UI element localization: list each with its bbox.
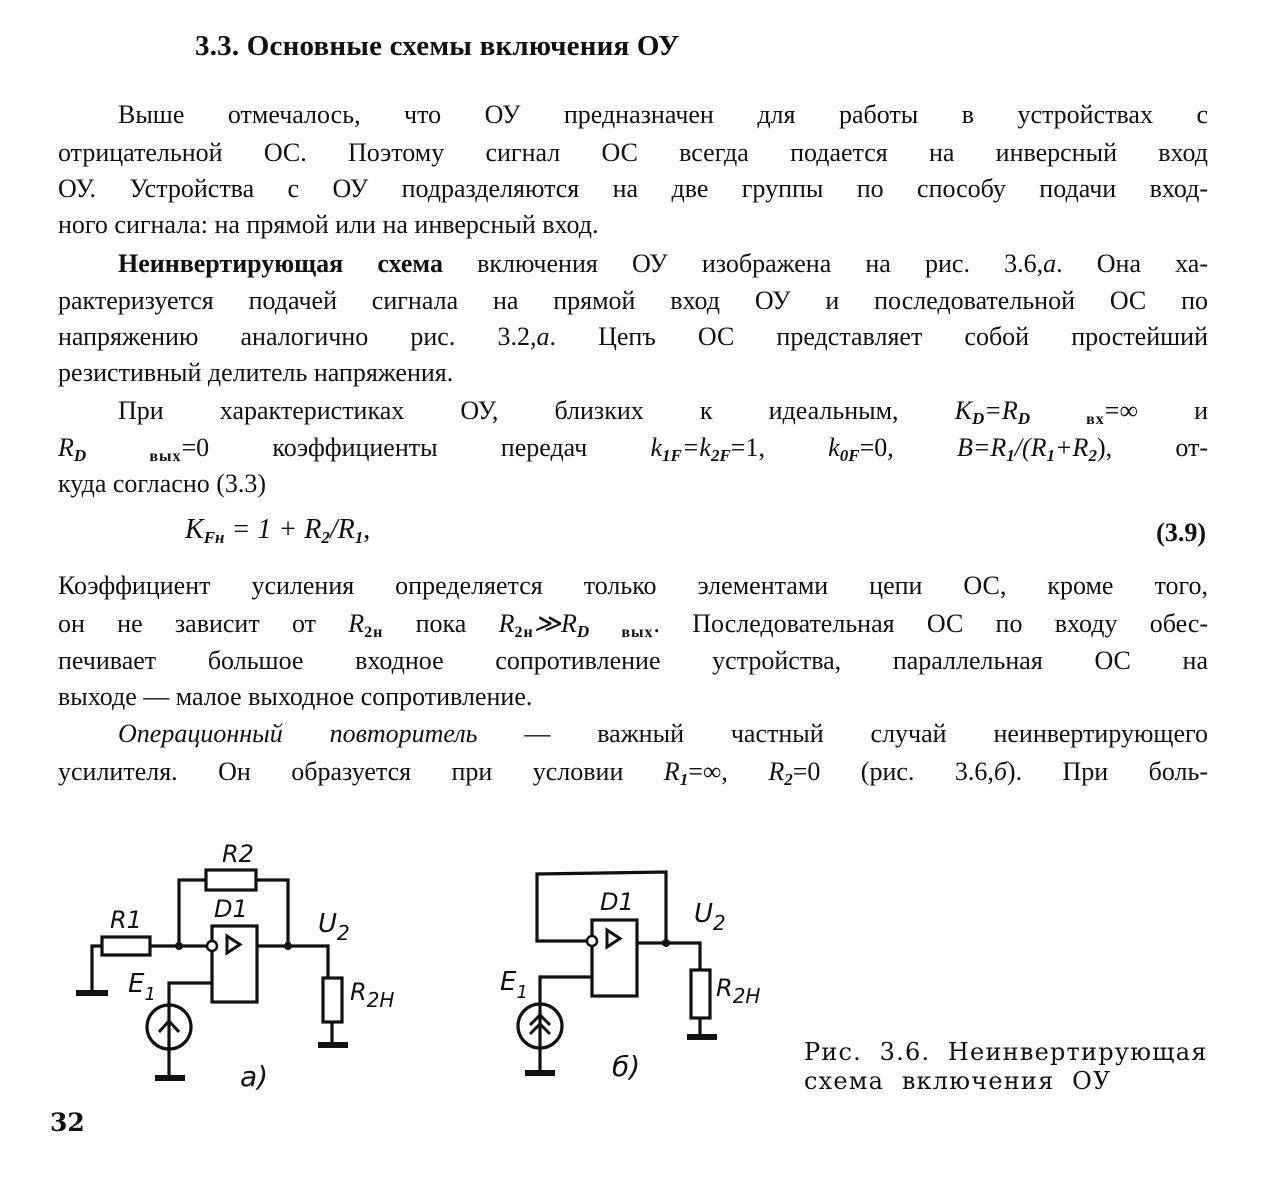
- double-arrow-up-icon: [530, 1015, 550, 1025]
- text: он не зависит от: [58, 609, 316, 638]
- text: — важный частный случай неинвертирующего: [477, 719, 1208, 748]
- inverting-input-circle: [587, 936, 597, 946]
- circuit-b: [500, 872, 760, 1083]
- text: и: [1194, 396, 1209, 425]
- opamp-d1: [592, 920, 637, 996]
- formula-R2n-gg-RDout: $R2н≫R_D$ вых: [498, 609, 654, 641]
- voltage-source-e1: [518, 1004, 562, 1048]
- paragraph-3-line-3: куда согласно (3.3): [58, 469, 267, 498]
- figure-caption: [804, 1038, 1208, 1096]
- paragraph-1-line-2: отрицательной ОС. Поэтому сигнал ОС всегда подается на инверсный вход: [58, 138, 1208, 167]
- wire-feedback-out: [256, 880, 288, 946]
- paragraph-1-line-4: ного сигнала: на прямой или на инверсный вход.: [58, 210, 599, 239]
- paragraph-2-line-4: резистивный делитель напряжения.: [58, 358, 454, 387]
- figure-caption-line-2: схема включения ОУ: [804, 1067, 1112, 1095]
- text: усилителя. Он образуется при условии: [58, 757, 624, 786]
- resistor-r2h: [691, 970, 710, 1018]
- figure-caption-line-1: Рис. 3.6. Неинвертирующая: [804, 1038, 1208, 1066]
- label-d1: D1: [600, 888, 634, 916]
- paragraph-2-line-3: [58, 319, 1208, 355]
- circuit-a: [76, 840, 394, 1093]
- arrow-up-icon: [159, 1021, 179, 1032]
- voltage-source-e1: [147, 1005, 191, 1049]
- section-title: Основные схемы включения ОУ: [246, 30, 680, 62]
- paragraph-5-line-2: [58, 754, 1208, 798]
- term-op-follower: Операционный повторитель: [118, 719, 478, 748]
- page-number: 32: [50, 1108, 85, 1137]
- subfigure-label-b: б): [612, 1050, 641, 1083]
- text: . Последовательная ОС по входу обес-: [653, 609, 1209, 638]
- double-arrow-up-icon: [530, 1024, 550, 1034]
- inverting-input-circle: [207, 941, 217, 951]
- wire-output: [637, 943, 700, 970]
- opamp-triangle-icon: [227, 936, 240, 953]
- wire-output: [257, 946, 328, 978]
- text: включения ОУ изображена на рис. 3.6,: [442, 249, 1044, 278]
- section-number: 3.3.: [195, 30, 240, 62]
- text: При характеристиках ОУ, близких к идеальным,: [118, 396, 899, 425]
- formula-R2n: R2н: [348, 609, 384, 641]
- subfigure-label-a: а): [240, 1060, 269, 1093]
- resistor-r2: [206, 870, 256, 890]
- text: . Цепъ ОС представляет собой простейший: [549, 322, 1208, 351]
- formula-KD: $K_D=R_D$ вх=∞: [954, 396, 1138, 428]
- opamp-triangle-icon: [607, 930, 620, 947]
- label-e1: $E_1$: [128, 969, 156, 1005]
- formula-k1F: $k_{1F}=k_{2F}=1$,: [650, 433, 765, 465]
- paragraph-4-line-4: выходе — малое выходное сопротивление.: [58, 682, 533, 711]
- label-r2h: $R_{2H}$: [716, 974, 761, 1008]
- wire-e1: [169, 983, 212, 1078]
- term-noninverting-circuit: Неинвертирующая схема: [118, 249, 443, 278]
- text: от-: [1175, 433, 1209, 462]
- paragraph-1-line-3: ОУ. Устройства с ОУ подразделяются на две группы по способу подачи вход-: [58, 174, 1208, 203]
- formula-k0F: $k_{0F}=0$,: [828, 433, 894, 465]
- wire-feedback: [179, 880, 206, 946]
- paragraph-2-line-2: рактеризуется подачей сигнала на прямой вход ОУ и последовательной ОС по: [58, 286, 1208, 315]
- paragraph-4-line-1: Коэффициент усиления определяется только элементами цепи ОС, кроме того,: [58, 571, 1208, 600]
- figure-ref-italic: а: [536, 322, 550, 351]
- figure-ref-italic: а: [1043, 249, 1057, 278]
- text: напряжению аналогично рис. 3.2,: [58, 322, 537, 351]
- junction-node: [175, 942, 183, 950]
- label-r1: R1: [110, 906, 142, 934]
- text: . Она ха-: [1056, 249, 1208, 278]
- text: коэффициенты передач: [272, 433, 588, 462]
- formula-B: $B=R_1/(R_1+R_2)$,: [956, 433, 1113, 465]
- label-r2h: $R_{2H}$: [350, 978, 395, 1012]
- junction-node: [662, 939, 670, 947]
- paragraph-1-line-1: Выше отмечалось, что ОУ предназначен для работы в устройствах с: [118, 100, 1208, 129]
- wire-e1: [540, 977, 592, 1073]
- label-u2: $U_2$: [318, 909, 350, 945]
- label-r2: R2: [222, 840, 254, 868]
- wire-r1-ground: [92, 946, 101, 993]
- junction-node: [284, 942, 292, 950]
- figure-ref: (рис. 3.6,б). При боль-: [860, 757, 1208, 786]
- formula-RDout: $R_D$ вых=0: [58, 433, 210, 465]
- formula-R1-inf: $R_1=\infty$,: [663, 757, 728, 789]
- resistor-r2h: [323, 978, 342, 1022]
- formula-R2-zero: $R_2=0$: [768, 757, 821, 789]
- wire-feedback-loop: [537, 872, 666, 943]
- paragraph-5-line-1: [118, 716, 1208, 752]
- section-heading: [195, 30, 680, 63]
- paragraph-4-line-3: печивает большое входное сопротивление устройства, параллельная ОС на: [58, 646, 1208, 675]
- resistor-r1: [102, 937, 150, 955]
- label-d1: D1: [214, 895, 248, 923]
- opamp-d1: [212, 926, 257, 1002]
- equation-number: (3.9): [1156, 518, 1206, 547]
- label-e1: $E_1$: [500, 967, 528, 1003]
- text: пока: [415, 609, 467, 638]
- equation-3-9: $K_{Fн} = 1 + R_2/R_1$,: [185, 514, 371, 547]
- paragraph-2-line-1: [118, 246, 1208, 282]
- label-u2: $U_2$: [694, 899, 726, 935]
